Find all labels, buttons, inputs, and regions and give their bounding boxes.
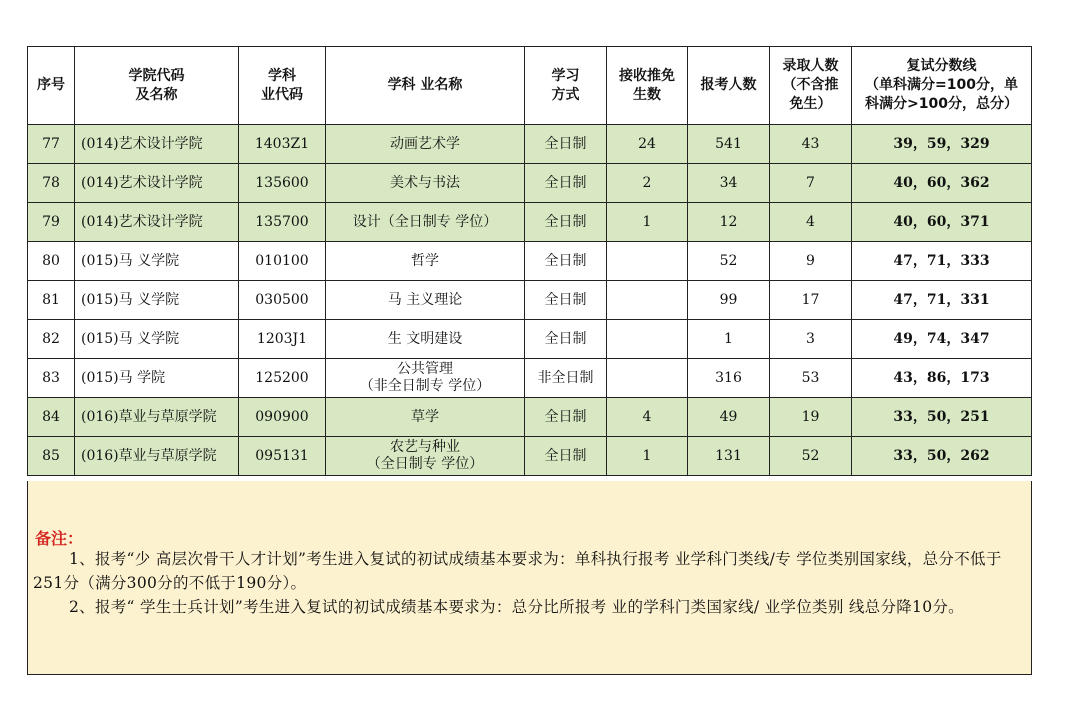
table-header-row <box>28 47 1032 125</box>
cell-seq: 84 <box>28 398 75 437</box>
cell-name: 农艺与种业 （全日制专 学位） <box>326 437 525 476</box>
notes-section <box>27 481 1032 675</box>
cell-exempt: 4 <box>607 398 688 437</box>
cell-college: (014)艺术设计学院 <box>75 203 239 242</box>
cell-admitted: 7 <box>770 164 852 203</box>
cell-mode: 全日制 <box>525 281 607 320</box>
cell-name: 生 文明建设 <box>326 320 525 359</box>
cell-mode: 全日制 <box>525 164 607 203</box>
cell-mode: 全日制 <box>525 242 607 281</box>
table-row <box>28 125 1032 164</box>
cell-name: 美术与书法 <box>326 164 525 203</box>
header-applicants: 报考人数 <box>688 47 770 125</box>
cell-name: 动画艺术学 <box>326 125 525 164</box>
cell-name: 公共管理 （非全日制专 学位） <box>326 359 525 398</box>
cell-college: (015)马 义学院 <box>75 242 239 281</box>
cell-mode: 全日制 <box>525 437 607 476</box>
cell-seq: 82 <box>28 320 75 359</box>
cell-college: (015)马 学院 <box>75 359 239 398</box>
cell-admitted: 43 <box>770 125 852 164</box>
table-row <box>28 359 1032 398</box>
header-subject-code: 学科 业代码 <box>239 47 326 125</box>
cell-exempt <box>607 242 688 281</box>
cell-code: 125200 <box>239 359 326 398</box>
cell-line: 33，50，251 <box>852 398 1032 437</box>
cell-code: 1203J1 <box>239 320 326 359</box>
cell-mode: 全日制 <box>525 398 607 437</box>
table-row <box>28 164 1032 203</box>
header-study-mode: 学习 方式 <box>525 47 607 125</box>
cell-college: (014)艺术设计学院 <box>75 125 239 164</box>
cell-line: 47，71，331 <box>852 281 1032 320</box>
cell-applicants: 34 <box>688 164 770 203</box>
header-retest-line: 复试分数线 （单科满分=100分，单 科满分>100分，总分） <box>852 47 1032 125</box>
cell-applicants: 1 <box>688 320 770 359</box>
cell-applicants: 131 <box>688 437 770 476</box>
table-row <box>28 242 1032 281</box>
table-row <box>28 203 1032 242</box>
cell-exempt: 24 <box>607 125 688 164</box>
cell-admitted: 53 <box>770 359 852 398</box>
cell-line: 47，71，333 <box>852 242 1032 281</box>
table-row <box>28 320 1032 359</box>
cell-admitted: 52 <box>770 437 852 476</box>
cell-college: (016)草业与草原学院 <box>75 398 239 437</box>
cell-code: 090900 <box>239 398 326 437</box>
cell-seq: 79 <box>28 203 75 242</box>
cell-line: 33，50，262 <box>852 437 1032 476</box>
cell-college: (016)草业与草原学院 <box>75 437 239 476</box>
cell-name: 马 主义理论 <box>326 281 525 320</box>
cell-seq: 85 <box>28 437 75 476</box>
cell-applicants: 49 <box>688 398 770 437</box>
cell-line: 40，60，371 <box>852 203 1032 242</box>
cell-exempt: 1 <box>607 203 688 242</box>
cell-exempt <box>607 320 688 359</box>
cell-applicants: 12 <box>688 203 770 242</box>
cell-exempt <box>607 281 688 320</box>
cell-college: (015)马 义学院 <box>75 320 239 359</box>
cell-college: (015)马 义学院 <box>75 281 239 320</box>
cell-seq: 80 <box>28 242 75 281</box>
cell-admitted: 9 <box>770 242 852 281</box>
header-seq: 序号 <box>28 47 75 125</box>
cell-admitted: 19 <box>770 398 852 437</box>
cell-name: 草学 <box>326 398 525 437</box>
cell-seq: 81 <box>28 281 75 320</box>
header-college: 学院代码 及名称 <box>75 47 239 125</box>
cell-name: 设计（全日制专 学位） <box>326 203 525 242</box>
cell-applicants: 99 <box>688 281 770 320</box>
cell-exempt: 2 <box>607 164 688 203</box>
cell-line: 49，74，347 <box>852 320 1032 359</box>
cell-exempt: 1 <box>607 437 688 476</box>
cell-code: 1403Z1 <box>239 125 326 164</box>
cell-code: 135600 <box>239 164 326 203</box>
cell-line: 39，59，329 <box>852 125 1032 164</box>
cell-name: 哲学 <box>326 242 525 281</box>
note-2: 2、报考“ 学生士兵计划”考生进入复试的初试成绩基本要求为：总分比所报考 业的学科门类国家线/ 业学位类别 线总分降10分。 <box>69 598 964 616</box>
cell-applicants: 541 <box>688 125 770 164</box>
table-row <box>28 437 1032 476</box>
cell-line: 40，60，362 <box>852 164 1032 203</box>
notes-title: 备注： <box>35 529 84 548</box>
note-1: 1、报考“少 高层次骨干人才计划”考生进入复试的初试成绩基本要求为：单科执行报考 业学科门类线/专 学位类别国家线，总分不低于251分（满分300分的不低于190分）。 <box>33 550 1002 592</box>
cell-mode: 全日制 <box>525 125 607 164</box>
cell-admitted: 4 <box>770 203 852 242</box>
header-subject-name: 学科 业名称 <box>326 47 525 125</box>
cell-line: 43，86，173 <box>852 359 1032 398</box>
retest-score-table <box>27 46 1032 476</box>
cell-mode: 全日制 <box>525 320 607 359</box>
header-exempt-count: 接收推免 生数 <box>607 47 688 125</box>
admission-table-sheet <box>27 46 1031 476</box>
cell-code: 095131 <box>239 437 326 476</box>
cell-code: 030500 <box>239 281 326 320</box>
cell-code: 135700 <box>239 203 326 242</box>
table-row <box>28 281 1032 320</box>
cell-code: 010100 <box>239 242 326 281</box>
cell-exempt <box>607 359 688 398</box>
cell-seq: 78 <box>28 164 75 203</box>
cell-mode: 全日制 <box>525 203 607 242</box>
table-row <box>28 398 1032 437</box>
cell-college: (014)艺术设计学院 <box>75 164 239 203</box>
cell-seq: 77 <box>28 125 75 164</box>
cell-admitted: 3 <box>770 320 852 359</box>
cell-applicants: 316 <box>688 359 770 398</box>
cell-seq: 83 <box>28 359 75 398</box>
cell-mode: 非全日制 <box>525 359 607 398</box>
cell-applicants: 52 <box>688 242 770 281</box>
header-admitted: 录取人数 （不含推 免生） <box>770 47 852 125</box>
cell-admitted: 17 <box>770 281 852 320</box>
